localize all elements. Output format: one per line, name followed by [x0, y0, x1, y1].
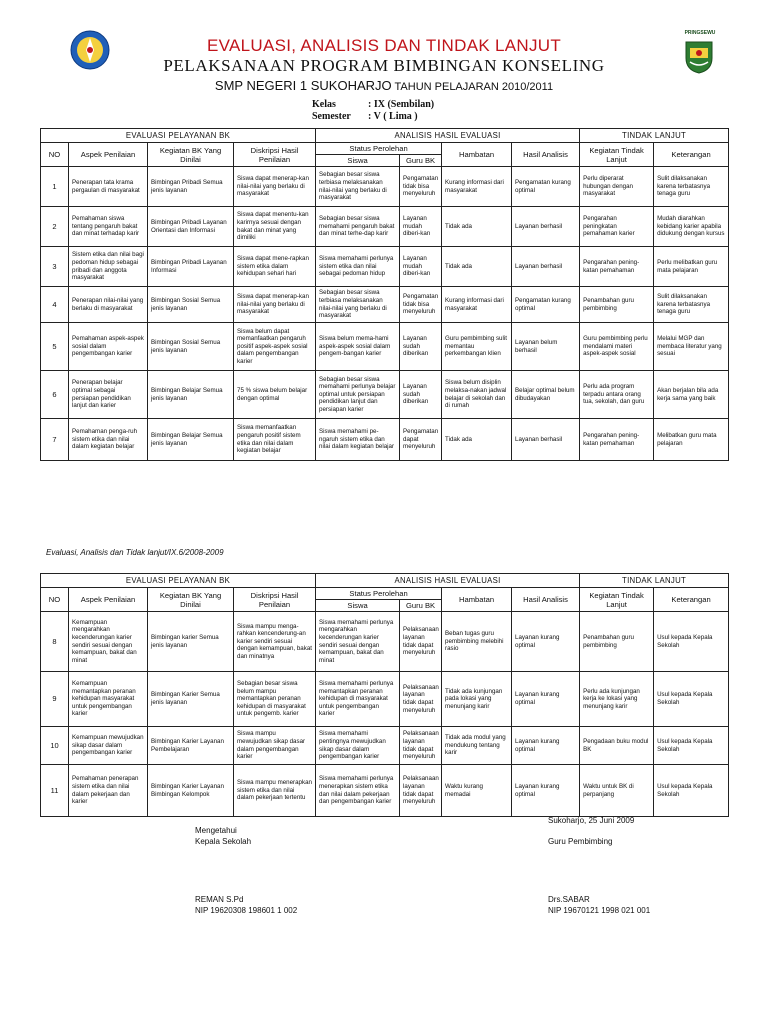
row-number: 8: [41, 612, 69, 672]
cell-kegiatan-tindak: Penambahan guru pembimbing: [580, 612, 654, 672]
cell-guru: Pengamatan dapat menyeluruh: [400, 419, 442, 461]
cell-keterangan: Mudah diarahkan kebidang karier apabila didukung dengan kursus: [654, 207, 729, 247]
col-hambatan: Hambatan: [442, 143, 512, 167]
sign-left-nip: NIP 19620308 198601 1 002: [195, 906, 298, 915]
cell-hasil-analisis: Pengamatan kurang optimal: [512, 287, 580, 323]
document-caption: Evaluasi, Analisis dan Tidak lanjut/IX.6/2008-2009: [46, 548, 224, 557]
row-number: 2: [41, 207, 69, 247]
col-siswa: Siswa: [316, 155, 400, 167]
col-no: NO: [41, 143, 69, 167]
col-hasil: Hasil Analisis: [512, 588, 580, 612]
cell-kegiatan-tindak: Pengadaan buku modul BK: [580, 727, 654, 765]
row-number: 4: [41, 287, 69, 323]
col-hasil: Hasil Analisis: [512, 143, 580, 167]
col-kegiatan: Kegiatan BK Yang Dinilai: [148, 143, 234, 167]
cell-guru: Pengamatan tidak bisa menyeluruh: [400, 167, 442, 207]
cell-keterangan: Usul kepada Kepala Sekolah: [654, 612, 729, 672]
col-guru: Guru BK: [400, 600, 442, 612]
sign-left-label2: Kepala Sekolah: [195, 837, 252, 846]
cell-aspek: Pemahaman siswa tentang pengaruh bakat dan minat terhadap karir: [69, 207, 148, 247]
col-deskripsi: Diskripsi Hasil Penilaian: [234, 143, 316, 167]
col-kegiatan-tindak: Kegiatan Tindak Lanjut: [580, 588, 654, 612]
table-row: [41, 612, 729, 672]
cell-keterangan: Melalui MGP dan membaca literatur yang sesuai: [654, 323, 729, 371]
cell-aspek: Kemampuan memantapkan peranan kehidupan masyarakat untuk pengembangan karier: [69, 672, 148, 727]
cell-siswa: Siswa memahami pe-ngaruh sistem etika dan nilai dalam kegiatan belajar: [316, 419, 400, 461]
table-row: [41, 371, 729, 419]
cell-hambatan: Guru pembimbing sulit memantau perkembangan klien: [442, 323, 512, 371]
table-row: [41, 765, 729, 817]
col-keterangan: Keterangan: [654, 588, 729, 612]
kelas-label: Kelas: [312, 99, 336, 110]
cell-kegiatan-tindak: Waktu untuk BK di perpanjang: [580, 765, 654, 817]
cell-keterangan: Usul kepada Kepala Sekolah: [654, 765, 729, 817]
place-date: Sukoharjo, 25 Juni 2009: [548, 816, 635, 825]
cell-siswa: Siswa memahami pentingnya mewujudkan sikap dasar dalam pengembangan karier: [316, 727, 400, 765]
cell-hambatan: Tidak ada modul yang mendukung tentang karir: [442, 727, 512, 765]
cell-hambatan: Tidak ada: [442, 207, 512, 247]
sign-right-label: Guru Pembimbing: [548, 837, 613, 846]
cell-hambatan: Kurang informasi dari masyarakat: [442, 167, 512, 207]
cell-kegiatan-tindak: Penambahan guru pembimbing: [580, 287, 654, 323]
sign-left-label1: Mengetahui: [195, 826, 237, 835]
cell-hasil-analisis: Layanan belum berhasil: [512, 323, 580, 371]
cell-deskripsi: Siswa belum dapat memanfaatkan pengaruh positif aspek-aspek sosial dalam pengembangan karier: [234, 323, 316, 371]
school-line: [0, 78, 768, 93]
header-tindak: TINDAK LANJUT: [580, 574, 729, 588]
table-row: [41, 167, 729, 207]
cell-hambatan: Waktu kurang memadai: [442, 765, 512, 817]
cell-guru: Pelaksanaan layanan tidak dapat menyeluruh: [400, 672, 442, 727]
cell-siswa: Siswa memahami perlunya sistem etika dan nilai sebagai pedoman hidup: [316, 247, 400, 287]
row-number: 6: [41, 371, 69, 419]
school-name: SMP NEGERI 1 SUKOHARJO: [214, 78, 392, 93]
cell-keterangan: Perlu melibatkan guru mata pelajaran: [654, 247, 729, 287]
cell-kegiatan: Bimbingan Belajar Semua jenis layanan: [148, 419, 234, 461]
cell-hambatan: Tidak ada kunjungan pada lokasi yang menunjang karir: [442, 672, 512, 727]
cell-aspek: Kemampuan mewujudkan sikap dasar dalam pengembangan karier: [69, 727, 148, 765]
evaluation-table-1: [40, 128, 729, 461]
header-tindak: TINDAK LANJUT: [580, 129, 729, 143]
cell-hasil-analisis: Layanan kurang optimal: [512, 612, 580, 672]
cell-guru: Pengamatan tidak bisa menyeluruh: [400, 287, 442, 323]
cell-aspek: Pemahaman aspek-aspek sosial dalam pengembangan karier: [69, 323, 148, 371]
cell-aspek: Kemampuan mengarahkan kecenderungan karier sendiri sesuai dengan kemampuan, bakat dan minat: [69, 612, 148, 672]
cell-hambatan: Tidak ada: [442, 419, 512, 461]
col-aspek: Aspek Penilaian: [69, 588, 148, 612]
cell-deskripsi: Siswa dapat menentu-kan karirnya sesuai dengan bakat dan minat yang dimiliki: [234, 207, 316, 247]
cell-keterangan: Akan berjalan bila ada kerja sama yang baik: [654, 371, 729, 419]
col-keterangan: Keterangan: [654, 143, 729, 167]
cell-aspek: Penerapan tata krama pergaulan di masyarakat: [69, 167, 148, 207]
cell-guru: Pelaksanaan layanan tidak dapat menyeluruh: [400, 765, 442, 817]
cell-keterangan: Usul kepada Kepala Sekolah: [654, 727, 729, 765]
cell-deskripsi: Siswa dapat mene-rapkan sistem etika dalam kehidupan sehari hari: [234, 247, 316, 287]
cell-deskripsi: Siswa dapat menerap-kan nilai-nilai yang berlaku di masyarakat: [234, 167, 316, 207]
cell-guru: Layanan sudah diberikan: [400, 371, 442, 419]
cell-aspek: Pemahaman penerapan sistem etika dan nilai dalam pekerjaan dan karier: [69, 765, 148, 817]
cell-keterangan: Melibatkan guru mata pelajaran: [654, 419, 729, 461]
cell-siswa: Sebagian besar siswa memahami perlunya belajar optimal untuk persiapan pendidikan lanjut dan persiapan karier: [316, 371, 400, 419]
col-deskripsi: Diskripsi Hasil Penilaian: [234, 588, 316, 612]
cell-aspek: Pemahaman penga-ruh sistem etika dan nilai dalam kegiatan belajar: [69, 419, 148, 461]
cell-kegiatan: Bimbingan Sosial Semua jenis layanan: [148, 323, 234, 371]
header-evaluasi: EVALUASI PELAYANAN BK: [41, 574, 316, 588]
sign-right-name: Drs.SABAR: [548, 895, 590, 904]
cell-guru: Layanan sudah diberikan: [400, 323, 442, 371]
kelas-value: : IX (Sembilan): [368, 99, 435, 110]
cell-kegiatan: Bimbingan Pribadi Layanan Informasi: [148, 247, 234, 287]
table-row: [41, 672, 729, 727]
cell-hambatan: Siswa belum disiplin melaksa-nakan jadwal belajar di sekolah dan di rumah: [442, 371, 512, 419]
cell-kegiatan: Bimbingan Sosial Semua jenis layanan: [148, 287, 234, 323]
cell-kegiatan-tindak: Pengarahan peningkatan pemahaman karier: [580, 207, 654, 247]
cell-keterangan: Sulit dilaksanakan karena terbatasnya tenaga guru: [654, 287, 729, 323]
col-status: Status Perolehan: [316, 143, 442, 155]
cell-deskripsi: 75 % siswa belum belajar dengan optimal: [234, 371, 316, 419]
cell-kegiatan-tindak: Pengarahan pening-katan pemahaman: [580, 247, 654, 287]
cell-kegiatan: Bimbingan Pribadi Layanan Orientasi dan Informasi: [148, 207, 234, 247]
page-subtitle: PELAKSANAAN PROGRAM BIMBINGAN KONSELING: [163, 56, 605, 75]
col-kegiatan-tindak: Kegiatan Tindak Lanjut: [580, 143, 654, 167]
cell-hasil-analisis: Layanan berhasil: [512, 247, 580, 287]
sign-left-name: REMAN S.Pd: [195, 895, 244, 904]
cell-kegiatan-tindak: Perlu ada kunjungan kerja ke lokasi yang menunjang karir: [580, 672, 654, 727]
cell-deskripsi: Siswa dapat menerap-kan nilai-nilai yang berlaku di masyarakat: [234, 287, 316, 323]
cell-kegiatan-tindak: Perlu diperarat hubungan dengan masyarakat: [580, 167, 654, 207]
cell-hasil-analisis: Layanan kurang optimal: [512, 727, 580, 765]
cell-deskripsi: Siswa mampu menerapkan sistem etika dan nilai dalam pekerjaan tertentu: [234, 765, 316, 817]
cell-hambatan: Beban tugas guru pembimbing melebihi rasio: [442, 612, 512, 672]
cell-siswa: Siswa memahami perlunya mengarahkan kecenderungan karier sendiri sesuai dengan kemampuan, bakat dan minat: [316, 612, 400, 672]
cell-hasil-analisis: Belajar optimal belum dibudayakan: [512, 371, 580, 419]
row-number: 5: [41, 323, 69, 371]
cell-aspek: Penerapan nilai-nilai yang berlaku di masyarakat: [69, 287, 148, 323]
cell-guru: Layanan mudah diberi-kan: [400, 207, 442, 247]
cell-siswa: Sebagian besar siswa terbiasa melaksanakan nilai-nilai yang berlaku di masyarakat: [316, 167, 400, 207]
cell-kegiatan: Bimbingan karier Semua jenis layanan: [148, 612, 234, 672]
table-row: [41, 287, 729, 323]
cell-kegiatan-tindak: Pengarahan pening-katan pemahaman: [580, 419, 654, 461]
sign-right-nip: NIP 19670121 1998 021 001: [548, 906, 651, 915]
col-aspek: Aspek Penilaian: [69, 143, 148, 167]
cell-hasil-analisis: Layanan kurang optimal: [512, 672, 580, 727]
cell-guru: Pelaksanaan layanan tidak dapat menyeluruh: [400, 727, 442, 765]
row-number: 3: [41, 247, 69, 287]
semester-row: [312, 111, 418, 122]
cell-siswa: Siswa memahami perlunya menerapkan sistem etika dan nilai dalam pekerjaan dan pengembangan karier: [316, 765, 400, 817]
col-status: Status Perolehan: [316, 588, 442, 600]
row-number: 7: [41, 419, 69, 461]
semester-value: : V ( Lima ): [368, 111, 418, 122]
table-row: [41, 419, 729, 461]
cell-hambatan: Kurang informasi dari masyarakat: [442, 287, 512, 323]
evaluation-table-2: [40, 573, 729, 817]
table-row: [41, 727, 729, 765]
kelas-row: [312, 99, 434, 110]
cell-deskripsi: Siswa mampu menga-rahkan kencenderung-an karier sendiri sesuai dengan kemampuan, bakat dan minatnya: [234, 612, 316, 672]
cell-deskripsi: Siswa memanfaatkan pengaruh positif sistem etika dan nilai dalam kegiatan belajar: [234, 419, 316, 461]
row-number: 11: [41, 765, 69, 817]
cell-deskripsi: Siswa mampu mewujudkan sikap dasar dalam pengembangan karier: [234, 727, 316, 765]
cell-guru: Layanan mudah diberi-kan: [400, 247, 442, 287]
header-analisis: ANALISIS HASIL EVALUASI: [316, 129, 580, 143]
cell-siswa: Siswa belum mema-hami aspek-aspek sosial dalam pengem-bangan karier: [316, 323, 400, 371]
header-evaluasi: EVALUASI PELAYANAN BK: [41, 129, 316, 143]
cell-hasil-analisis: Layanan berhasil: [512, 419, 580, 461]
col-guru: Guru BK: [400, 155, 442, 167]
regency-logo-text: PRINGSEWU: [684, 30, 716, 36]
cell-aspek: Sistem etika dan nilai bagi pedoman hidup sebagai pribadi dan anggota masyarakat: [69, 247, 148, 287]
page-title: EVALUASI, ANALISIS DAN TINDAK LANJUT: [206, 36, 562, 55]
cell-hasil-analisis: Layanan kurang optimal: [512, 765, 580, 817]
col-no: NO: [41, 588, 69, 612]
col-hambatan: Hambatan: [442, 588, 512, 612]
semester-label: Semester: [312, 111, 351, 122]
cell-kegiatan: Bimbingan Karier Layanan Pembelajaran: [148, 727, 234, 765]
cell-hambatan: Tidak ada: [442, 247, 512, 287]
cell-siswa: Siswa memahami perlunya memantapkan peranan kehidupan di masyarakat untuk pengembangan karier: [316, 672, 400, 727]
cell-kegiatan: Bimbingan Karier Layanan Bimbingan Kelompok: [148, 765, 234, 817]
school-year: TAHUN PELAJARAN 2010/2011: [391, 81, 554, 93]
row-number: 10: [41, 727, 69, 765]
col-siswa: Siswa: [316, 600, 400, 612]
cell-kegiatan-tindak: Perlu ada program terpadu antara orang tua, sekolah, dan guru: [580, 371, 654, 419]
cell-kegiatan: Bimbingan Belajar Semua jenis layanan: [148, 371, 234, 419]
cell-hasil-analisis: Layanan berhasil: [512, 207, 580, 247]
row-number: 9: [41, 672, 69, 727]
table-row: [41, 247, 729, 287]
cell-siswa: Sebagian besar siswa terbiasa melaksanakan nilai-nilai yang berlaku di masyarakat: [316, 287, 400, 323]
cell-kegiatan: Bimbingan Karier Semua jenis layanan: [148, 672, 234, 727]
cell-siswa: Sebagian besar siswa memahami pengaruh bakat dan minat terhe-dap karir: [316, 207, 400, 247]
table-row: [41, 323, 729, 371]
table-row: [41, 207, 729, 247]
cell-hasil-analisis: Pengamatan kurang optimal: [512, 167, 580, 207]
cell-keterangan: Usul kepada Kepala Sekolah: [654, 672, 729, 727]
cell-guru: Pelaksanaan layanan tidak dapat menyeluruh: [400, 612, 442, 672]
col-kegiatan: Kegiatan BK Yang Dinilai: [148, 588, 234, 612]
cell-kegiatan: Bimbingan Pribadi Semua jenis layanan: [148, 167, 234, 207]
cell-keterangan: Sulit dilaksanakan karena terbatasnya tenaga guru: [654, 167, 729, 207]
cell-deskripsi: Sebagian besar siswa belum mampu memantapkan peranan kehidupan di masyarakat untuk pengemb. karier: [234, 672, 316, 727]
cell-kegiatan-tindak: Guru pembimbing perlu mendalami materi aspek-aspek sosial: [580, 323, 654, 371]
row-number: 1: [41, 167, 69, 207]
header-analisis: ANALISIS HASIL EVALUASI: [316, 574, 580, 588]
cell-aspek: Penerapan belajar optimal sebagai persiapan pendidikan lanjut dan karier: [69, 371, 148, 419]
